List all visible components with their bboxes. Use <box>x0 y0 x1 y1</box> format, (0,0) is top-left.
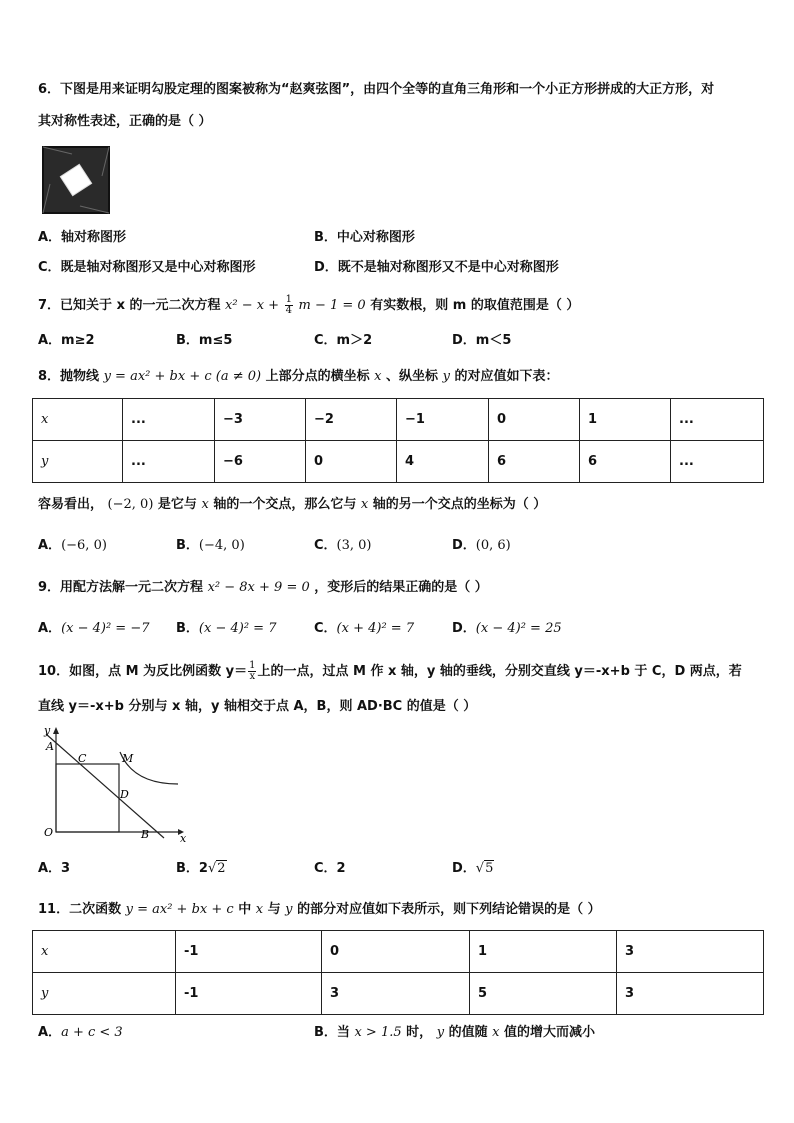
q8-cell: ... <box>671 441 764 483</box>
q10-option-d[interactable] <box>452 860 494 878</box>
q6-stem-line1: 6．下图是用来证明勾股定理的图案被称为“赵爽弦图”，由四个全等的直角三角形和一个小正方形拼成的大正方形，对 <box>38 82 715 97</box>
q8-mid: 上部分点的横坐标 <box>265 369 370 384</box>
q11-option-a-value: a + c < 3 <box>61 1025 123 1040</box>
q6-option-d[interactable]: D．既不是轴对称图形又不是中心对称图形 <box>314 260 559 275</box>
q9-equation: x² − 8x + 9 = 0 <box>207 580 310 595</box>
q8-after-suffix: 轴的另一个交点的坐标为（ ） <box>372 497 547 512</box>
q9-option-d-value: (x − 4)² = 25 <box>475 621 562 636</box>
q8-cell: −6 <box>215 441 306 483</box>
q8-option-d-value: (0, 6) <box>475 538 511 553</box>
q9-stem <box>38 579 488 597</box>
q8-option-b[interactable] <box>176 537 245 555</box>
q7-option-a[interactable]: A．m≥2 <box>38 333 95 348</box>
q11-option-a-label: A． <box>38 1025 62 1040</box>
q11-cell: 0 <box>322 931 470 973</box>
q9-option-c-label: C． <box>314 621 337 636</box>
q8-cell: 0 <box>489 399 580 441</box>
q8-option-c-value: (3, 0) <box>336 538 372 553</box>
q11-option-a[interactable] <box>38 1024 123 1042</box>
q11-cell: -1 <box>176 973 322 1015</box>
q7-option-c[interactable]: C．m＞2 <box>314 333 373 348</box>
q10-option-b-label: B．2 <box>176 861 208 876</box>
q8-var-x: x <box>374 369 382 384</box>
q8-option-a[interactable] <box>38 537 107 555</box>
q7-prefix: 7．已知关于 x 的一元二次方程 <box>38 298 221 313</box>
q11-option-b[interactable] <box>314 1024 595 1042</box>
q8-cell: 6 <box>580 441 671 483</box>
q8-cell: −2 <box>306 399 397 441</box>
q10-option-a[interactable]: A．3 <box>38 861 71 876</box>
q11-cell: 3 <box>617 973 764 1015</box>
q8-after-x2: x <box>360 497 369 512</box>
q11-table-row-x <box>33 931 764 973</box>
label-m: M <box>122 752 134 765</box>
label-b: B <box>141 828 150 841</box>
q9-prefix: 9．用配方法解一元二次方程 <box>38 580 204 595</box>
q8-cell: 1 <box>580 399 671 441</box>
q11-option-b-mid2: 的值随 <box>448 1025 488 1040</box>
q10-figure <box>38 724 190 846</box>
q7-fraction <box>285 295 293 316</box>
q8-cell: y <box>33 441 123 483</box>
q7-eq-b: m − 1 = 0 <box>298 298 366 313</box>
q8-sep: 、纵坐标 <box>386 369 439 384</box>
q11-var-y: y <box>285 902 293 917</box>
q8-cell: ... <box>123 441 215 483</box>
q11-cell: y <box>33 973 176 1015</box>
q8-table-row-y <box>33 441 764 483</box>
q8-cell: −3 <box>215 399 306 441</box>
q8-cell: 4 <box>397 441 489 483</box>
q8-cell: x <box>33 399 123 441</box>
zhao-shuang-diagram <box>42 146 110 214</box>
q9-option-b-value: (x − 4)² = 7 <box>198 621 277 636</box>
q8-option-c-label: C． <box>314 538 337 553</box>
label-d: D <box>120 788 129 801</box>
q8-cell: 0 <box>306 441 397 483</box>
q8-table <box>32 398 764 483</box>
q7-suffix: 有实数根，则 m 的取值范围是（ ） <box>370 298 580 313</box>
q11-cell: 5 <box>470 973 617 1015</box>
q10-stem-line2: 直线 y＝-x+b 分别与 x 轴，y 轴相交于点 A，B，则 AD·BC 的值是（ ） <box>38 699 477 714</box>
q8-prefix: 8．抛物线 <box>38 369 100 384</box>
q10-option-d-sqrt: √5 <box>475 861 494 876</box>
q11-option-b-prefix: B．当 <box>314 1025 350 1040</box>
q8-after-x1: x <box>201 497 209 512</box>
q8-table-row-x <box>33 399 764 441</box>
q9-suffix: ，变形后的结果正确的是（ ） <box>314 580 488 595</box>
q8-option-b-value: (−4, 0) <box>198 538 245 553</box>
q8-after-mid2: 轴的一个交点，那么它与 <box>213 497 357 512</box>
q11-mid2: 与 <box>267 902 281 917</box>
q8-cell: ... <box>671 399 764 441</box>
label-o: O <box>44 826 54 839</box>
q8-after-mid: 是它与 <box>157 497 197 512</box>
q10-fraction <box>248 661 256 682</box>
q8-option-c[interactable] <box>314 537 372 555</box>
q11-cell: -1 <box>176 931 322 973</box>
q11-cell: x <box>33 931 176 973</box>
q8-option-a-label: A． <box>38 538 62 553</box>
q8-after-point: (−2, 0) <box>107 497 154 512</box>
q8-suffix: 的对应值如下表： <box>454 369 559 384</box>
q11-mid: 中 <box>238 902 252 917</box>
q11-cell: 3 <box>617 931 764 973</box>
q10-option-b-radicand: 2 <box>217 861 226 876</box>
q11-table-row-y <box>33 973 764 1015</box>
q9-option-a-value: (x − 4)² = −7 <box>61 621 150 636</box>
q8-option-d-label: D． <box>452 538 476 553</box>
q11-prefix: 11．二次函数 <box>38 902 122 917</box>
q8-followup <box>38 496 546 514</box>
q10-option-d-radicand: 5 <box>485 861 494 876</box>
q10-frac-den: x <box>249 671 256 682</box>
q8-after-prefix: 容易看出， <box>38 497 104 512</box>
q7-option-b[interactable]: B．m≤5 <box>176 333 233 348</box>
q7-option-d[interactable]: D．m＜5 <box>452 333 512 348</box>
q8-cell: ... <box>123 399 215 441</box>
q8-option-d[interactable] <box>452 537 511 555</box>
q6-option-b[interactable]: B．中心对称图形 <box>314 230 415 245</box>
q10-option-c[interactable]: C．2 <box>314 861 346 876</box>
q9-option-b[interactable] <box>176 620 276 638</box>
line-ab <box>46 734 164 838</box>
label-a: A <box>46 740 54 753</box>
q11-table <box>32 930 764 1015</box>
q6-stem-line2: 其对称性表述，正确的是（ ） <box>38 114 212 129</box>
label-y: y <box>44 724 51 737</box>
q6-option-c[interactable]: C．既是轴对称图形又是中心对称图形 <box>38 260 256 275</box>
q9-option-c-value: (x + 4)² = 7 <box>336 621 415 636</box>
q9-option-a-label: A． <box>38 621 62 636</box>
q9-option-c[interactable] <box>314 620 414 638</box>
q6-option-a[interactable]: A．轴对称图形 <box>38 230 127 245</box>
q10-option-b-sqrt: √2 <box>207 861 226 876</box>
q11-option-b-x: x <box>492 1025 500 1040</box>
q8-cell: 6 <box>489 441 580 483</box>
label-c: C <box>78 752 87 765</box>
q9-option-d-label: D． <box>452 621 476 636</box>
q8-option-b-label: B． <box>176 538 199 553</box>
q9-option-a[interactable] <box>38 620 150 638</box>
q9-option-d[interactable] <box>452 620 562 638</box>
q11-suffix: 的部分对应值如下表所示，则下列结论错误的是（ ） <box>297 902 601 917</box>
q8-cell: −1 <box>397 399 489 441</box>
q10-option-b[interactable] <box>176 860 227 878</box>
q7-frac-den: 4 <box>285 305 292 316</box>
q8-equation: y = ax² + bx + c (a ≠ 0) <box>103 369 262 384</box>
q10-option-d-label: D． <box>452 861 476 876</box>
y-axis-arrow <box>53 727 59 734</box>
q11-var-x: x <box>255 902 264 917</box>
q11-option-b-mid: 时， <box>406 1025 433 1040</box>
q10-line1-suffix: 上的一点，过点 M 作 x 轴，y 轴的垂线，分别交直线 y＝-x+b 于 C，D 两点，若 <box>257 664 742 679</box>
q11-option-b-cond: x > 1.5 <box>354 1025 402 1040</box>
q10-line1-prefix: 10．如图，点 M 为反比例函数 y＝ <box>38 664 248 679</box>
q11-option-b-y: y <box>436 1025 445 1040</box>
q8-option-a-value: (−6, 0) <box>61 538 107 553</box>
q8-stem <box>38 368 558 386</box>
q10-stem-line1 <box>38 661 742 682</box>
label-x: x <box>180 832 187 845</box>
q11-cell: 3 <box>322 973 470 1015</box>
q7-eq-a: x² − x + <box>225 298 280 313</box>
q8-var-y: y <box>442 369 450 384</box>
q11-stem <box>38 901 601 919</box>
q7-frac-num: 1 <box>285 294 292 305</box>
q11-equation: y = ax² + bx + c <box>125 902 234 917</box>
q7-stem <box>38 295 579 316</box>
rectangle-om <box>56 764 119 832</box>
q9-option-b-label: B． <box>176 621 199 636</box>
q11-cell: 1 <box>470 931 617 973</box>
q10-frac-num: 1 <box>249 660 256 671</box>
q11-option-b-suffix: 值的增大而减小 <box>504 1025 596 1040</box>
